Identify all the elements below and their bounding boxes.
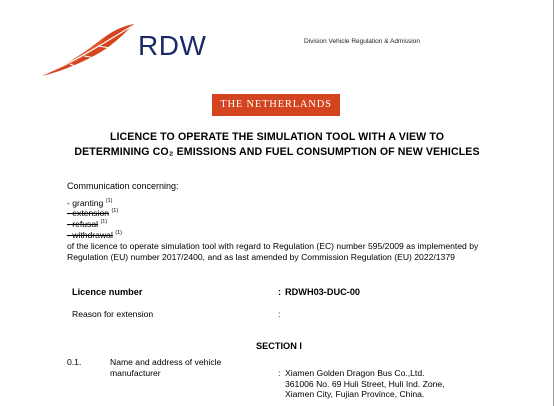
licence-number-colon: :: [278, 287, 282, 297]
option-granting: [67, 198, 112, 208]
rdw-logo: [40, 18, 210, 80]
extension-reason-label: Reason for extension: [72, 309, 154, 319]
manufacturer-label: Name and address of vehicle manufacturer: [110, 357, 222, 378]
logo-text: RDW: [138, 30, 207, 61]
option-label: - extension: [67, 208, 110, 218]
address-line: Xiamen Golden Dragon Bus Co.,Ltd.: [285, 368, 425, 378]
address-line: 361006 No. 69 Huli Street, Huli Ind. Zone,: [285, 378, 445, 389]
footnote-ref: (1): [111, 208, 119, 215]
document-title-line2: DETERMINING CO₂ EMISSIONS AND FUEL CONSUMPTION OF NEW VEHICLES: [74, 146, 480, 158]
option-label: - granting: [67, 198, 104, 208]
option-label: - refusal: [67, 219, 99, 229]
communication-heading: Communication concerning:: [67, 181, 179, 191]
extension-reason-colon: :: [278, 309, 281, 319]
feather-icon: [40, 18, 136, 80]
option-extension: [67, 208, 118, 218]
manufacturer-address: [285, 368, 525, 400]
regulation-paragraph: of the licence to operate simulation tool with regard to Regulation (EC) number 595/2009 as implemented by Regulation (EU) number 2017/2400, and as last amended by Commission Regulation (EU) 2022/1379: [67, 241, 479, 263]
address-line: Xiamen City, Fujian Province, China.: [285, 389, 425, 399]
option-withdrawal: [67, 230, 122, 240]
footnote-ref: (1): [100, 219, 108, 226]
option-refusal: [67, 219, 107, 229]
country-badge: THE NETHERLANDS: [212, 94, 340, 116]
section-heading: SECTION I: [256, 341, 302, 351]
manufacturer-colon: :: [278, 368, 281, 378]
document-title-line1: LICENCE TO OPERATE THE SIMULATION TOOL WITH A VIEW TO: [109, 131, 445, 143]
licence-number-value: RDWH03-DUC-00: [285, 287, 361, 297]
division-label: Division Vehicle Regulation & Admission: [304, 38, 420, 45]
footnote-ref: (1): [115, 230, 122, 237]
item-number: 0.1.: [67, 357, 82, 367]
licence-number-label: Licence number: [72, 287, 143, 297]
footnote-ref: (1): [105, 198, 113, 205]
option-label: - withdrawal: [67, 230, 113, 240]
